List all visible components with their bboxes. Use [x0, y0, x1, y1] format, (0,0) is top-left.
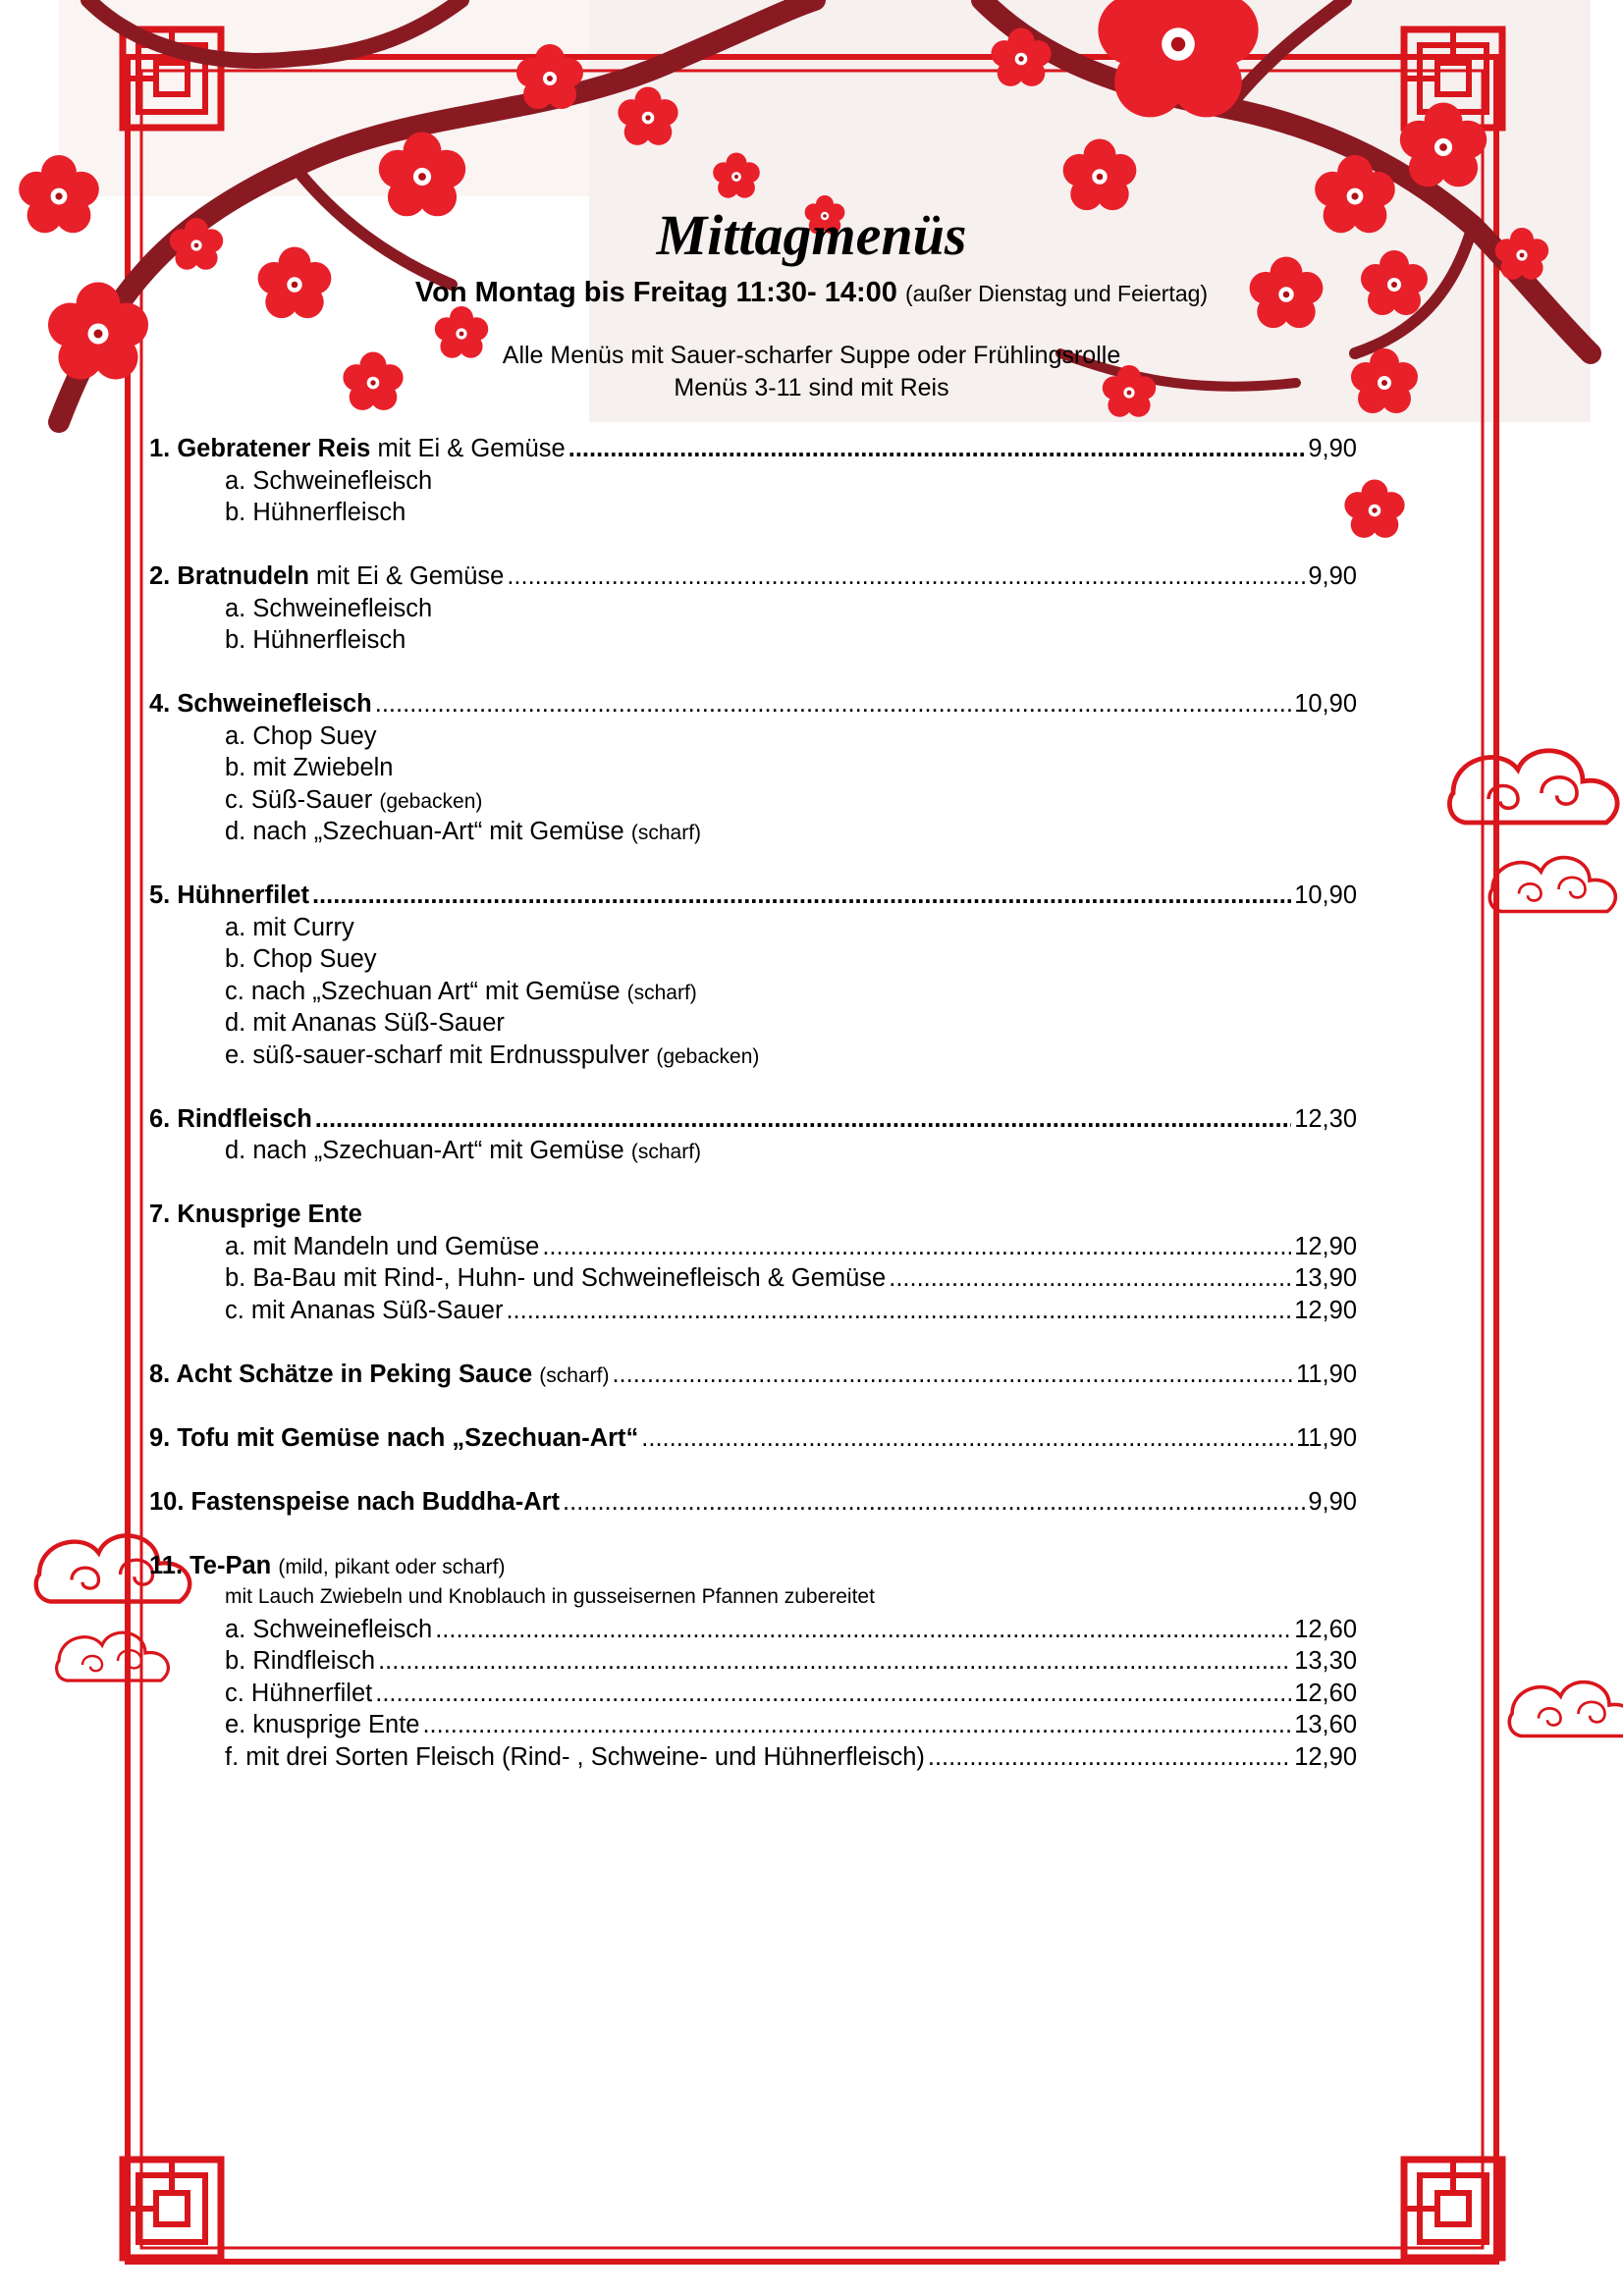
menu-subitem [149, 912, 1357, 944]
menu-subitem-price: 12,90 [1294, 1232, 1357, 1260]
menu-item [149, 433, 1357, 465]
menu-subitem [149, 816, 1357, 848]
menu-item [149, 1359, 1357, 1391]
menu-subitem [149, 752, 1357, 784]
menu-subitem-label: b. Rindfleisch [225, 1647, 376, 1675]
menu-item-title: 11. Te-Pan [149, 1551, 272, 1579]
menu-subitem-label: a. Schweinefleisch [225, 594, 433, 622]
menu-subitem-label: c. Hühnerfilet [225, 1679, 373, 1707]
menu-subitem-price: 12,90 [1294, 1296, 1357, 1324]
menu-subitem-price: 12,90 [1294, 1742, 1357, 1771]
menu-subitem-note: (scharf) [630, 1141, 702, 1163]
menu-subitem [149, 784, 1357, 817]
menu-subitem-label: d. mit Ananas Süß-Sauer [225, 1009, 505, 1037]
menu-subitem [149, 1614, 1357, 1646]
menu-list [149, 433, 1357, 1773]
menu-subitem-label: e. süß-sauer-scharf mit Erdnusspulver [225, 1041, 650, 1069]
menu-item-title: 10. Fastenspeise nach Buddha-Art [149, 1487, 561, 1516]
opening-hours-note: (außer Dienstag und Feiertag) [904, 281, 1209, 306]
menu-item-title: 2. Bratnudeln [149, 562, 309, 590]
menu-subitem [149, 976, 1357, 1008]
menu-subitem-label: b. Hühnerfleisch [225, 626, 406, 654]
menu-subitem-label: a. mit Curry [225, 913, 354, 941]
opening-hours-main: Von Montag bis Freitag 11:30- 14:00 [414, 277, 897, 308]
menu-subitem-label: b. Hühnerfleisch [225, 499, 406, 526]
menu-item-description: mit Lauch Zwiebeln und Knoblauch in gusseisernen Pfannen zubereitet [225, 1585, 875, 1608]
menu-item-title: 1. Gebratener Reis [149, 435, 371, 462]
menu-subitem-label: c. Süß-Sauer [225, 785, 373, 814]
menu-item-note: (mild, pikant oder scharf) [278, 1555, 506, 1578]
menu-item-title: 6. Rindfleisch [149, 1104, 312, 1133]
menu-subitem-label: e. knusprige Ente [225, 1711, 420, 1738]
menu-item-title: 8. Acht Schätze in Peking Sauce [149, 1360, 533, 1388]
menu-item [149, 1422, 1357, 1455]
menu-item [149, 1550, 1357, 1582]
menu-subitem-label: b. Chop Suey [225, 945, 377, 973]
menu-subitem-note: (scharf) [626, 981, 697, 1004]
menu-subitem-price: 13,30 [1294, 1647, 1357, 1675]
menu-item [149, 1486, 1357, 1519]
menu-subitem-price: 13,90 [1294, 1264, 1357, 1292]
menu-item-price: 9,90 [1308, 1487, 1357, 1516]
menu-item [149, 688, 1357, 721]
intro-line: Menüs 3-11 sind mit Reis [674, 374, 949, 401]
menu-item-title: 4. Schweinefleisch [149, 690, 372, 718]
menu-subitem-note: (scharf) [630, 822, 702, 844]
menu-subitem-price: 13,60 [1294, 1711, 1357, 1738]
menu-subitem-label: b. mit Zwiebeln [225, 754, 394, 781]
menu-item-price: 12,30 [1294, 1104, 1357, 1133]
menu-subitem [149, 1231, 1357, 1263]
menu-item-price: 9,90 [1308, 562, 1357, 590]
menu-subitem [149, 1040, 1357, 1072]
menu-item-title: 7. Knusprige Ente [149, 1201, 362, 1228]
menu-item [149, 561, 1357, 593]
menu-subitem [149, 624, 1357, 657]
menu-subitem [149, 1645, 1357, 1678]
menu-item-price: 11,90 [1296, 1423, 1357, 1452]
menu-subitem [149, 1678, 1357, 1710]
menu-subitem [149, 1262, 1357, 1295]
menu-subitem-label: c. nach „Szechuan Art“ mit Gemüse [225, 977, 621, 1005]
menu-subitem-label: d. nach „Szechuan-Art“ mit Gemüse [225, 1137, 624, 1164]
menu-subitem-price: 12,60 [1294, 1679, 1357, 1707]
menu-subitem [149, 497, 1357, 529]
menu-subitem [149, 465, 1357, 498]
menu-item-price: 10,90 [1294, 881, 1357, 909]
menu-subitem [149, 721, 1357, 753]
menu-item-title: 5. Hühnerfilet [149, 881, 309, 909]
menu-subitem [149, 943, 1357, 976]
menu-subitem [149, 1709, 1357, 1741]
menu-subitem-label: c. mit Ananas Süß-Sauer [225, 1296, 504, 1324]
menu-subitem [149, 593, 1357, 625]
menu-subitem-note: (gebacken) [656, 1044, 760, 1068]
menu-subitem-label: f. mit drei Sorten Fleisch (Rind- , Schweine- und Hühnerfleisch) [225, 1742, 925, 1771]
menu-item-desc: mit Ei & Gemüse [308, 562, 505, 590]
menu-subitem [149, 1135, 1357, 1167]
menu-subitem-label: a. Chop Suey [225, 721, 377, 750]
menu-item-price: 11,90 [1296, 1360, 1357, 1388]
menu-item-price: 10,90 [1294, 690, 1357, 718]
menu-subitem-label: a. mit Mandeln und Gemüse [225, 1232, 540, 1260]
menu-subitem [149, 1007, 1357, 1040]
menu-subitem-note: (gebacken) [379, 789, 483, 813]
page-title: Mittagmenüs [656, 203, 967, 267]
menu-subitem-label: a. Schweinefleisch [225, 1615, 433, 1643]
menu-subitem-label: d. nach „Szechuan-Art“ mit Gemüse [225, 818, 624, 845]
menu-subitem [149, 1741, 1357, 1774]
intro-line: Alle Menüs mit Sauer-scharfer Suppe oder Frühlingsrolle [502, 342, 1121, 369]
menu-item-price: 9,90 [1308, 435, 1357, 462]
menu-subitem-label: b. Ba-Bau mit Rind-, Huhn- und Schweinefleisch & Gemüse [225, 1264, 887, 1292]
menu-item-desc: mit Ei & Gemüse [370, 435, 566, 462]
menu-item [149, 1199, 1357, 1231]
menu-subitem-label: a. Schweinefleisch [225, 466, 433, 495]
menu-subitem-price: 12,60 [1294, 1615, 1357, 1643]
menu-item [149, 880, 1357, 912]
menu-item-title: 9. Tofu mit Gemüse nach „Szechuan-Art“ [149, 1423, 639, 1452]
menu-item [149, 1103, 1357, 1136]
menu-item-note: (scharf) [539, 1363, 610, 1387]
menu-subitem [149, 1295, 1357, 1327]
opening-hours [0, 275, 1623, 311]
